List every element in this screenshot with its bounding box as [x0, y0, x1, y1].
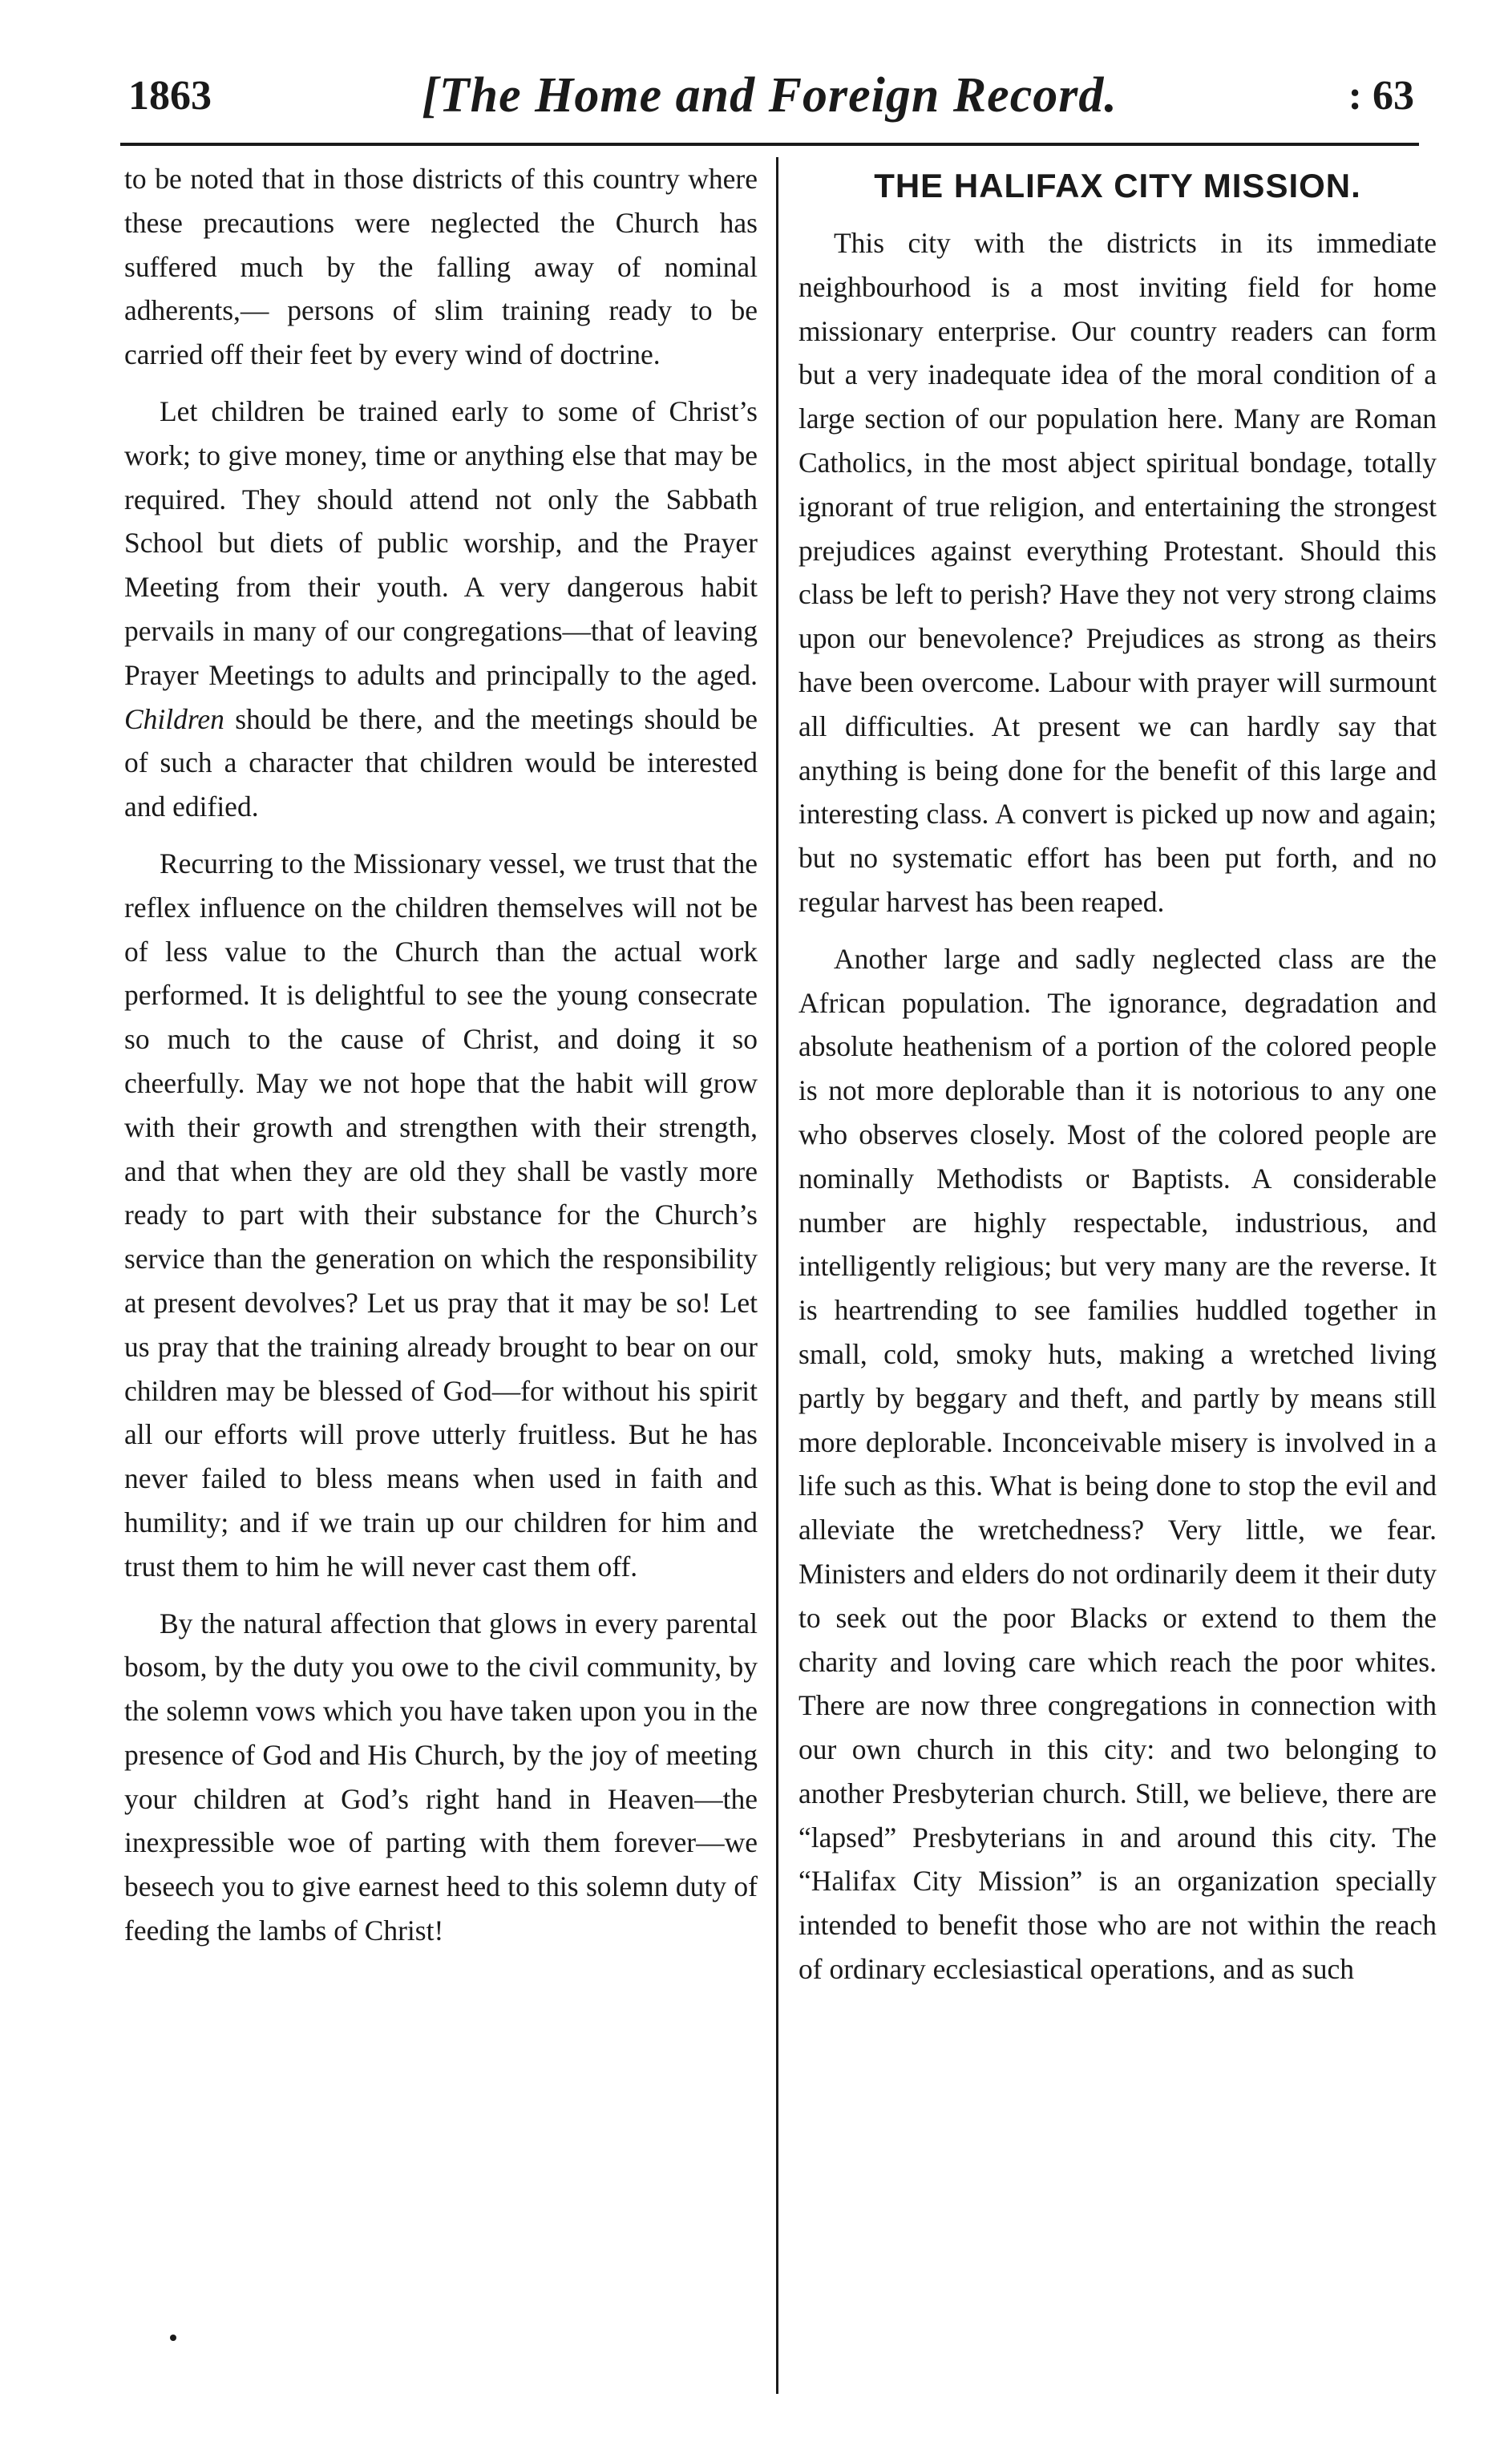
left-column [124, 157, 758, 1966]
left-paragraph-2-part-a: Let children be trained early to some of Christ’s work; to give money, time or anything else that may be required. They should attend not only the Sabbath School but diets of public worship, and the Prayer Meeting from their youth. A very dangerous habit pervails in many of our congregations—that of leaving Prayer Meetings to adults and principally to the aged. [124, 394, 758, 691]
print-speck [170, 2335, 176, 2341]
column-divider-rule [776, 157, 778, 2394]
left-paragraph-2 [124, 390, 758, 829]
left-paragraph-1: to be noted that in those districts of this country where these precautions were neglected the Church has suffered much by the falling away of nominal adherents,— persons of slim training ready to be carried off their feet by every wind of doctrine. [124, 163, 758, 371]
header-rule [120, 143, 1419, 146]
header-journal-title: [The Home and Foreign Record. [422, 68, 1118, 123]
left-paragraph-2-italic-word: Children [124, 702, 224, 735]
left-paragraph-3: Recurring to the Missionary vessel, we trust that the reflex influence on the children themselves will not be of less value to the Church than the actual work performed. It is delightful to see the young consecrate so much to the cause of Christ, and doing it so cheerfully. May we not hope that the habit will grow with their growth and strengthen with their strength, and that when they are old they shall be vastly more ready to part with their substance for the Church’s service than the generation on which the responsibility at present devolves? Let us pray that it may be so! Let us pray that the training already brought to bear on our children may be blessed of God—for without his spirit all our efforts will prove utterly fruitless. But he has never failed to bless means when used in faith and humility; and if we train up our children for him and trust them to him he will never cast them off. [124, 847, 758, 1583]
running-header [120, 67, 1419, 144]
right-column [798, 157, 1437, 2004]
header-year: 1863 [128, 73, 212, 119]
right-paragraph-2: Another large and sadly neglected class are the African population. The ignorance, degradation and absolute heathenism of a portion of the colored people is not more deplorable than it is notorious to any one who observes closely. Most of the colored people are nominally Methodists or Baptists. A considerable number are highly respectable, industrious, and intelligently religious; but very many are the reverse. It is heartrending to see families huddled together in small, cold, smoky huts, making a wretched living partly by beggary and theft, and partly by means still more deplorable. Inconceivable misery is involved in a life such as this. What is being done to stop the evil and alleviate the wretchedness? Very little, we fear. Ministers and elders do not ordinarily deem it their duty to seek out the poor Blacks or extend to them the charity and loving care which reach the poor whites. There are now three congregations in connection with our own church in this city: and two belonging to another Presbyterian church. Still, we believe, there are “lapsed” Presbyterians in and around this city. The “Halifax City Mission” is an organization specially intended to benefit those who are not within the reach of ordinary ecclesiastical operations, and as such [798, 942, 1437, 1986]
left-paragraph-2-part-b: should be there, and the meetings should be of such a character that children would be interested and edified. [124, 702, 758, 823]
left-paragraph-4: By the natural affection that glows in every parental bosom, by the duty you owe to the civil community, by the solemn vows which you have taken upon you in the presence of God and His Church, by the joy of meeting your children at God’s right hand in Heaven—the inexpressible woe of parting with them forever—we beseech you to give earnest heed to this solemn duty of feeding the lambs of Christ! [124, 1607, 758, 1947]
header-page-number: : 63 [1348, 73, 1414, 119]
right-paragraph-1: This city with the districts in its immediate neighbourhood is a most inviting field for home missionary enterprise. Our country readers can form but a very inadequate idea of the moral condition of a large section of our population here. Many are Roman Catholics, in the most abject spiritual bondage, totally ignorant of true religion, and entertaining the strongest prejudices against everything Protestant. Should this class be left to perish? Have they not very strong claims upon our benevolence? Prejudices as strong as theirs have been overcome. Labour with prayer will surmount all difficulties. At present we can hardly say that anything is being done for the benefit of this large and interesting class. A convert is picked up now and again; but no systematic effort has been put forth, and no regular harvest has been reaped. [798, 227, 1437, 918]
section-title: THE HALIFAX CITY MISSION. [874, 167, 1361, 204]
